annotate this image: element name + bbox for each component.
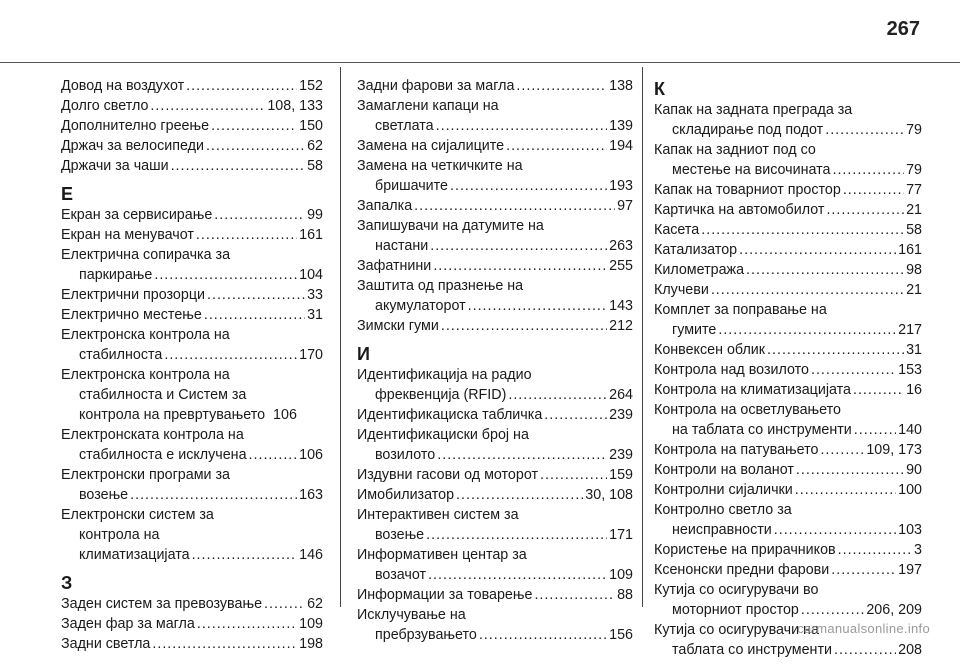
index-entry [357,256,633,276]
entry-page-ref: 143 [609,298,633,314]
index-entry [654,540,922,560]
entry-term: настани [375,238,429,254]
index-entry [61,225,323,245]
entry-term: Конвексен облик [654,342,766,358]
entry-term: Задни фарови за магла [357,78,515,94]
entry-term: моторниот простор [672,602,799,618]
leader-dots [164,345,297,365]
leader-dots [834,640,896,660]
leader-dots [206,136,305,156]
leader-dots [825,120,904,140]
entry-term: Контрола на климатизацијата [654,382,851,398]
index-entry [357,136,633,156]
leader-dots [479,625,607,645]
index-entry [61,76,323,96]
entry-term: на таблата со инструменти [672,422,852,438]
index-entry [654,180,922,200]
index-entry [61,116,323,136]
entry-page-ref: 171 [609,527,633,543]
watermark: carmanualsonline.info [797,621,930,636]
index-entry [654,380,922,400]
index-entry [61,594,323,614]
entry-page-ref: 77 [906,182,922,198]
entry-page-ref: 109 [299,616,323,632]
entry-term: возење [375,527,425,543]
index-entry [654,300,922,340]
leader-dots [214,205,305,225]
entry-page-ref: 90 [906,462,922,478]
entry-page-ref: 263 [609,238,633,254]
index-group [357,343,633,645]
entry-page-ref: 108, 133 [267,98,323,114]
index-entry [357,96,633,136]
entry-term: Електронската контрола на [61,427,244,443]
page-number: 267 [886,18,920,40]
entry-term: Информации за товарење [357,587,533,603]
index-entry [357,605,633,645]
entry-term: местење на височината [672,162,831,178]
entry-term: Капак на задната преграда за [654,102,853,118]
index-group [357,76,633,336]
index-entry [357,425,633,465]
leader-dots [516,76,607,96]
section-letter: Е [61,184,74,204]
leader-dots [211,116,297,136]
entry-term: таблата со инструменти [672,642,832,658]
leader-dots [430,236,607,256]
section-letter: З [61,573,73,593]
index-entry [654,100,922,140]
index-entry [61,305,323,325]
index-entry [61,156,323,176]
entry-term: Контрола на патувањето [654,442,819,458]
index-entry [61,465,323,505]
leader-dots [795,480,896,500]
entry-page-ref: 58 [307,158,323,174]
leader-dots [171,156,306,176]
entry-term: климатизацијата [79,547,190,563]
entry-page-ref: 3 [914,542,922,558]
leader-dots [508,385,607,405]
entry-term: Капак на задниот под со [654,142,816,158]
entry-page-ref: 163 [299,487,323,503]
leader-dots [197,614,297,634]
entry-term: акумулаторот [375,298,466,314]
leader-dots [820,440,864,460]
column-divider [340,67,341,607]
entry-term: Картичка на автомобилот [654,202,825,218]
entry-term: Клучеви [654,282,709,298]
entry-page-ref: 212 [609,318,633,334]
index-group [61,76,323,176]
entry-term: Контролно светло за [654,502,792,518]
entry-term: Држач за велосипеди [61,138,204,154]
entry-term: Капак на товарниот простор [654,182,841,198]
entry-term: Заштита од празнење на [357,278,524,294]
leader-dots [130,485,297,505]
index-group [654,78,922,660]
entry-term: Идентификациски број на [357,427,529,443]
entry-term: стабилноста и Систем за [79,387,247,403]
leader-dots [249,445,298,465]
entry-page-ref: 264 [609,387,633,403]
leader-dots [838,540,912,560]
index-entry [654,220,922,240]
index-entry [654,140,922,180]
entry-page-ref: 194 [609,138,633,154]
entry-page-ref: 140 [898,422,922,438]
section-letter: К [654,79,665,99]
index-entry [654,200,922,220]
entry-term: Електронска контрола на [61,367,230,383]
entry-term: Довод на воздухот [61,78,185,94]
entry-term: Контрола над возилото [654,362,809,378]
leader-dots [192,545,298,565]
leader-dots [540,465,607,485]
entry-term: Имобилизатор [357,487,455,503]
entry-term: Замаглени капаци на [357,98,499,114]
entry-term: Електронска контрола на [61,327,230,343]
entry-term: Екран за сервисирање [61,207,213,223]
entry-page-ref: 100 [898,482,922,498]
entry-page-ref: 139 [609,118,633,134]
index-entry [357,405,633,425]
entry-page-ref: 31 [307,307,323,323]
leader-dots [831,560,896,580]
entry-page-ref: 138 [609,78,633,94]
leader-dots [441,316,607,336]
entry-page-ref: 103 [898,522,922,538]
entry-term: фреквенција (RFID) [375,387,507,403]
entry-term: Контролни сијалички [654,482,793,498]
entry-page-ref: 58 [906,222,922,238]
index-entry [654,240,922,260]
entry-term: стабилноста е исклучена [79,447,247,463]
entry-page-ref: 198 [299,636,323,652]
index-entry [61,325,323,365]
entry-page-ref: 156 [609,627,633,643]
index-entry [654,560,922,580]
section-letter: И [357,344,370,364]
index-entry [61,285,323,305]
entry-page-ref: 206, 209 [866,602,922,618]
leader-dots [701,220,904,240]
leader-dots [796,460,904,480]
leader-dots [811,360,896,380]
entry-term: Електрични прозорци [61,287,205,303]
index-entry [61,614,323,634]
entry-term: Катализатор [654,242,738,258]
index-group [61,183,323,565]
entry-page-ref: 239 [609,447,633,463]
entry-term: возачот [375,567,427,583]
entry-term: Електронски систем за [61,507,214,523]
entry-term: гумите [672,322,717,338]
index-entry [61,205,323,225]
entry-term: Држачи за чаши [61,158,169,174]
index-entry [357,316,633,336]
entry-term: неисправности [672,522,772,538]
leader-dots [506,136,607,156]
entry-page-ref: 88 [617,587,633,603]
leader-dots [207,285,305,305]
leader-dots [204,305,305,325]
index-entry [357,505,633,545]
entry-page-ref: 239 [609,407,633,423]
entry-term: Издувни гасови од моторот [357,467,539,483]
entry-page-ref: 62 [307,138,323,154]
entry-term: контрола на [79,527,160,543]
entry-term: Заден фар за магла [61,616,195,632]
entry-term: бришачите [375,178,449,194]
leader-dots [450,176,607,196]
leader-dots [853,380,904,400]
index-entry [357,216,633,256]
entry-term: паркирање [79,267,153,283]
entry-term: Електронски програми за [61,467,231,483]
entry-page-ref: 255 [609,258,633,274]
entry-term: Запалка [357,198,413,214]
entry-term: Кутија со осигурувачи на [654,622,819,638]
index-entry [357,585,633,605]
entry-page-ref: 21 [906,202,922,218]
entry-page-ref: 146 [299,547,323,563]
entry-term: Запишувачи на датумите на [357,218,544,234]
entry-page-ref: 193 [609,178,633,194]
entry-page-ref: 106 [299,447,323,463]
leader-dots [826,200,904,220]
index-column-1 [61,76,323,661]
index-entry [61,96,323,116]
entry-page-ref: 109, 173 [866,442,922,458]
entry-page-ref: 170 [299,347,323,363]
index-entry [61,136,323,156]
leader-dots [437,445,607,465]
leader-dots [774,520,896,540]
entry-term: возилото [375,447,436,463]
entry-term: контрола на превртувањето [79,407,266,423]
entry-term: Кутија со осигурувачи во [654,582,819,598]
entry-page-ref: 30, 108 [585,487,633,503]
index-entry [654,280,922,300]
entry-term: Задни светла [61,636,151,652]
entry-page-ref: 104 [299,267,323,283]
index-entry [654,260,922,280]
index-entry [61,634,323,654]
leader-dots [711,280,904,300]
index-column-3 [654,76,922,667]
entry-term: Контрола на осветлувањето [654,402,841,418]
entry-page-ref: 62 [307,596,323,612]
index-entry [654,360,922,380]
entry-term: возење [79,487,129,503]
index-entry [654,500,922,540]
leader-dots [154,265,297,285]
entry-page-ref: 217 [898,322,922,338]
leader-dots [152,634,297,654]
leader-dots [746,260,904,280]
entry-term: Замена на сијалиците [357,138,505,154]
entry-term: Ксенонски предни фарови [654,562,830,578]
entry-term: Касета [654,222,700,238]
index-entry [654,580,922,620]
index-entry [654,460,922,480]
index-entry [654,480,922,500]
leader-dots [428,565,607,585]
index-entry [61,425,323,465]
header-rule [0,62,960,63]
entry-term: складирање под подот [672,122,824,138]
entry-page-ref: 153 [898,362,922,378]
leader-dots [544,405,607,425]
entry-term: Комплет за поправање на [654,302,827,318]
index-entry [61,245,323,285]
entry-page-ref: 97 [617,198,633,214]
entry-term: Исклучување на [357,607,466,623]
index-entry [654,400,922,440]
leader-dots [854,420,896,440]
index-column-2 [357,76,633,652]
entry-page-ref: 109 [609,567,633,583]
entry-page-ref: 106 [273,407,297,423]
leader-dots [534,585,615,605]
leader-dots [186,76,297,96]
index-entry [61,505,323,565]
entry-term: Зимски гуми [357,318,439,334]
leader-dots [414,196,615,216]
entry-term: Интерактивен систем за [357,507,519,523]
leader-dots [468,296,608,316]
leader-dots [832,160,904,180]
entry-page-ref: 161 [299,227,323,243]
entry-page-ref: 98 [906,262,922,278]
entry-page-ref: 79 [906,122,922,138]
entry-term: Екран на менувачот [61,227,194,243]
entry-term: Замена на четкичките на [357,158,523,174]
index-entry [357,276,633,316]
index-entry [357,485,633,505]
index-entry [357,196,633,216]
entry-term: Долго светло [61,98,149,114]
entry-page-ref: 31 [906,342,922,358]
entry-term: Електрично местење [61,307,202,323]
entry-term: Користење на прирачников [654,542,836,558]
entry-page-ref: 16 [906,382,922,398]
entry-term: Контроли на воланот [654,462,794,478]
entry-term: Информативен центар за [357,547,527,563]
entry-term: Зафатнини [357,258,432,274]
entry-page-ref: 21 [906,282,922,298]
entry-page-ref: 159 [609,467,633,483]
index-entry [357,465,633,485]
entry-term: стабилноста [79,347,163,363]
entry-page-ref: 197 [898,562,922,578]
entry-page-ref: 208 [898,642,922,658]
entry-page-ref: 152 [299,78,323,94]
leader-dots [739,240,896,260]
entry-page-ref: 150 [299,118,323,134]
entry-term: пребрзувањето [375,627,477,643]
index-entry [357,156,633,196]
index-entry [357,365,633,405]
leader-dots [264,594,305,614]
entry-term: Идентификациска табличка [357,407,543,423]
index-entry [61,365,323,425]
leader-dots [436,116,608,136]
leader-dots [433,256,607,276]
leader-dots [843,180,904,200]
entry-page-ref: 79 [906,162,922,178]
entry-term: Дополнително греење [61,118,210,134]
entry-term: Заден систем за превозување [61,596,263,612]
leader-dots [801,600,864,620]
entry-term: Електрична сопирачка за [61,247,231,263]
index-entry [654,340,922,360]
entry-term: светлата [375,118,434,134]
index-entry [357,545,633,585]
entry-page-ref: 33 [307,287,323,303]
entry-term: Идентификација на радио [357,367,532,383]
entry-page-ref: 161 [898,242,922,258]
entry-page-ref: 99 [307,207,323,223]
leader-dots [426,525,607,545]
entry-term: Километража [654,262,745,278]
leader-dots [718,320,896,340]
index-entry [654,440,922,460]
leader-dots [196,225,297,245]
leader-dots [150,96,265,116]
leader-dots [456,485,583,505]
column-divider [642,67,643,607]
leader-dots [767,340,904,360]
index-entry [357,76,633,96]
